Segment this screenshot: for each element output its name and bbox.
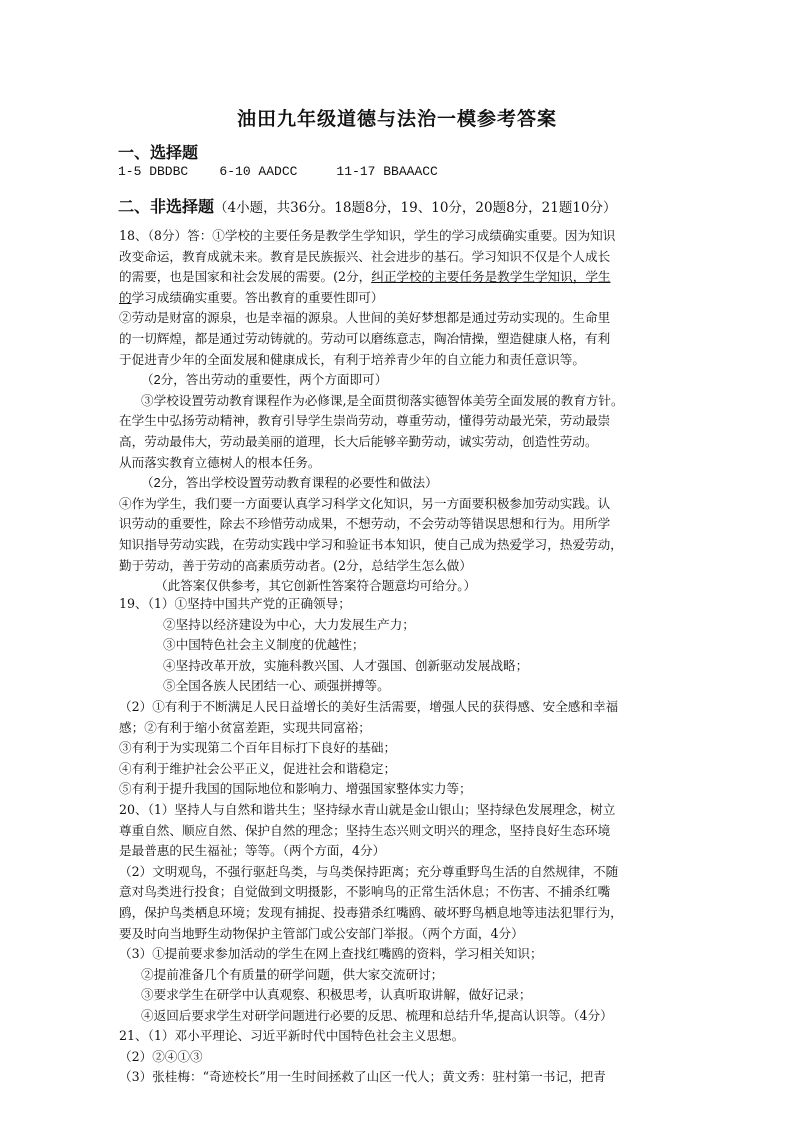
- q19-line: ③中国特色社会主义制度的优越性；: [163, 637, 365, 653]
- q20-line: ④返回后要求学生对研学问题进行必要的反思、梳理和总结升华,提高认识等。（4分）: [141, 1007, 613, 1023]
- q18-text: 学习成绩确实重要。答出教育的重要性即可）: [131, 289, 384, 305]
- q20-line: 尊重自然、顺应自然、保护自然的理念；坚持生态兴则文明兴的理念，坚持良好生态环境: [119, 822, 611, 838]
- q19-line: （2）①有利于不断满足人民日益增长的美好生活需要，增强人民的获得感、安全感和幸福: [119, 698, 619, 714]
- q18-line: 18、（8分）答：①学校的主要任务是教学生学知识，学生的学习成绩确实重要。因为知识: [119, 228, 616, 243]
- q18-disclaimer: （此答案仅供参考，其它创新性答案符合题意均可给分。）: [155, 579, 477, 594]
- question-20-answer: [119, 800, 679, 1027]
- q19-line: 感；②有利于缩小贫富差距，实现共同富裕；: [119, 719, 371, 735]
- q18-line: 高，劳动最伟大，劳动最美丽的道理，长大后能够辛勤劳动，诚实劳动，创造性劳动。: [119, 433, 598, 449]
- q18-line: [119, 556, 679, 577]
- q18-line: 的一切辉煌，都是通过劳动铸就的。劳动可以磨练意志，陶冶情操，塑造健康人格，有利: [119, 330, 611, 346]
- q18-score-note: 总结学生怎么做）: [371, 558, 472, 573]
- question-18-answer: [119, 226, 679, 597]
- q20-line: （2）文明观鸟，不强行驱赶鸟类，与鸟类保持距离；充分尊重野鸟生活的自然规律，不随: [119, 863, 619, 879]
- q20-line: ②提前准备几个有质量的研学问题，供大家交流研讨；: [141, 966, 444, 982]
- q18-line: 从而落实教育立德树人的根本任务。: [119, 454, 321, 470]
- q20-line: （3）①提前要求参加活动的学生在网上查找红嘴鸥的资料，学习相关知识；: [119, 946, 543, 962]
- section-heading-nonchoice: [118, 194, 617, 217]
- q18-line: ③学校设置劳动教育课程作为必修课,是全面贯彻落实德智体美劳全面发展的教育方针。: [141, 392, 624, 408]
- q18-text: 的需要，也是国家和社会发展的需要。(2分，: [119, 269, 372, 285]
- q18-score-note: （2分，答出劳动的重要性，两个方面即可）: [141, 373, 388, 388]
- q18-line: 改变命运，教育成就未来。教育是民族振兴、社会进步的基石。学习知识不仅是个人成长: [119, 248, 611, 264]
- q19-line: 19、（1）①坚持中国共产党的正确领导；: [119, 596, 351, 611]
- q18-line: 识劳动的重要性，除去不珍惜劳动成果，不想劳动，不会劳动等错误思想和行为。用所学: [119, 516, 611, 532]
- q20-line: 是最普惠的民生福祉；等等。（两个方面，4分）: [119, 843, 386, 859]
- q20-line: ③要求学生在研学中认真观察、积极思考，认真听取讲解，做好记录；: [141, 987, 532, 1003]
- q20-line: 20、（1）坚持人与自然和谐共生；坚持绿水青山就是金山银山；坚持绿色发展理念，树立: [119, 802, 616, 817]
- q20-line: 鸥，保护鸟类栖息环境；发现有捕捉、投毒猎杀红嘴鸥、破坏野鸟栖息地等违法犯罪行为，: [119, 904, 623, 920]
- q18-underlined-note: 的: [119, 290, 132, 305]
- q20-line: 意对鸟类进行投食；自觉做到文明摄影，不影响鸟的正常生活休息；不伤害、不捕杀红嘴: [119, 884, 611, 900]
- q18-line: [119, 288, 679, 309]
- q18-score-note: （2分，答出学校设置劳动教育课程的必要性和做法）: [141, 476, 438, 491]
- question-21-answer: [119, 1026, 679, 1088]
- section-heading-choice: 一、选择题: [118, 143, 199, 162]
- q18-underlined-note: 纠正学校的主要任务是教学生学知识，学生: [371, 270, 611, 285]
- section-heading-nonchoice-label: 二、非选择题: [118, 197, 215, 216]
- q19-line: ⑤有利于提升我国的国际地位和影响力、增强国家整体实力等；: [119, 781, 472, 797]
- q21-line: （2）②④①③: [119, 1048, 203, 1064]
- question-19-answer: [119, 594, 679, 800]
- q18-line: ②劳动是财富的源泉，也是幸福的源泉。人世间的美好梦想都是通过劳动实现的。生命里: [119, 310, 611, 326]
- q18-line: ④作为学生，我们要一方面要认真学习科学文化知识，另一方面要积极参加劳动实践。认: [119, 495, 611, 511]
- choice-answers: 1-5 DBDBC 6-10 AADCC 11-17 BBAAACC: [118, 164, 438, 179]
- q18-text: 勤于劳动，善于劳动的高素质劳动者。(2分，: [119, 557, 372, 573]
- q19-line: ②坚持以经济建设为中心，大力发展生产力；: [163, 616, 415, 632]
- q19-line: ③有利于为实现第二个百年目标打下良好的基础；: [119, 740, 397, 756]
- q18-line: [119, 267, 679, 288]
- q18-line: 知识指导劳动实践，在劳动实践中学习和验证书本知识，使自己成为热爱学习，热爱劳动，: [119, 536, 623, 552]
- q19-line: ④坚持改革开放，实施科教兴国、人才强国、创新驱动发展战略；: [163, 657, 529, 673]
- q18-line: 于促进青少年的全面发展和健康成长，有利于培养青少年的自立能力和责任意识等。: [119, 351, 585, 367]
- q20-line: 要及时向当地野生动物保护主管部门或公安部门举报。（两个方面，4分）: [119, 925, 524, 941]
- document-title: 油田九年级道德与法治一模参考答案: [236, 108, 557, 130]
- section-heading-nonchoice-note: （4小题，共36分。18题8分，19、10分，20题8分，21题10分）: [214, 200, 617, 216]
- q21-line: 21、（1）邓小平理论、习近平新时代中国特色社会主义思想。: [119, 1028, 465, 1043]
- q19-line: ④有利于维护社会公平正义，促进社会和谐稳定；: [119, 760, 397, 776]
- q18-line: 在学生中弘扬劳动精神，教育引导学生崇尚劳动，尊重劳动，懂得劳动最光荣，劳动最崇: [119, 413, 611, 429]
- q19-line: ⑤全国各族人民团结一心、顽强拼搏等。: [163, 678, 390, 694]
- q21-line: （3）张桂梅：“奇迹校长”用一生时间拯救了山区一代人；黄文秀：驻村第一书记，把青: [119, 1069, 606, 1085]
